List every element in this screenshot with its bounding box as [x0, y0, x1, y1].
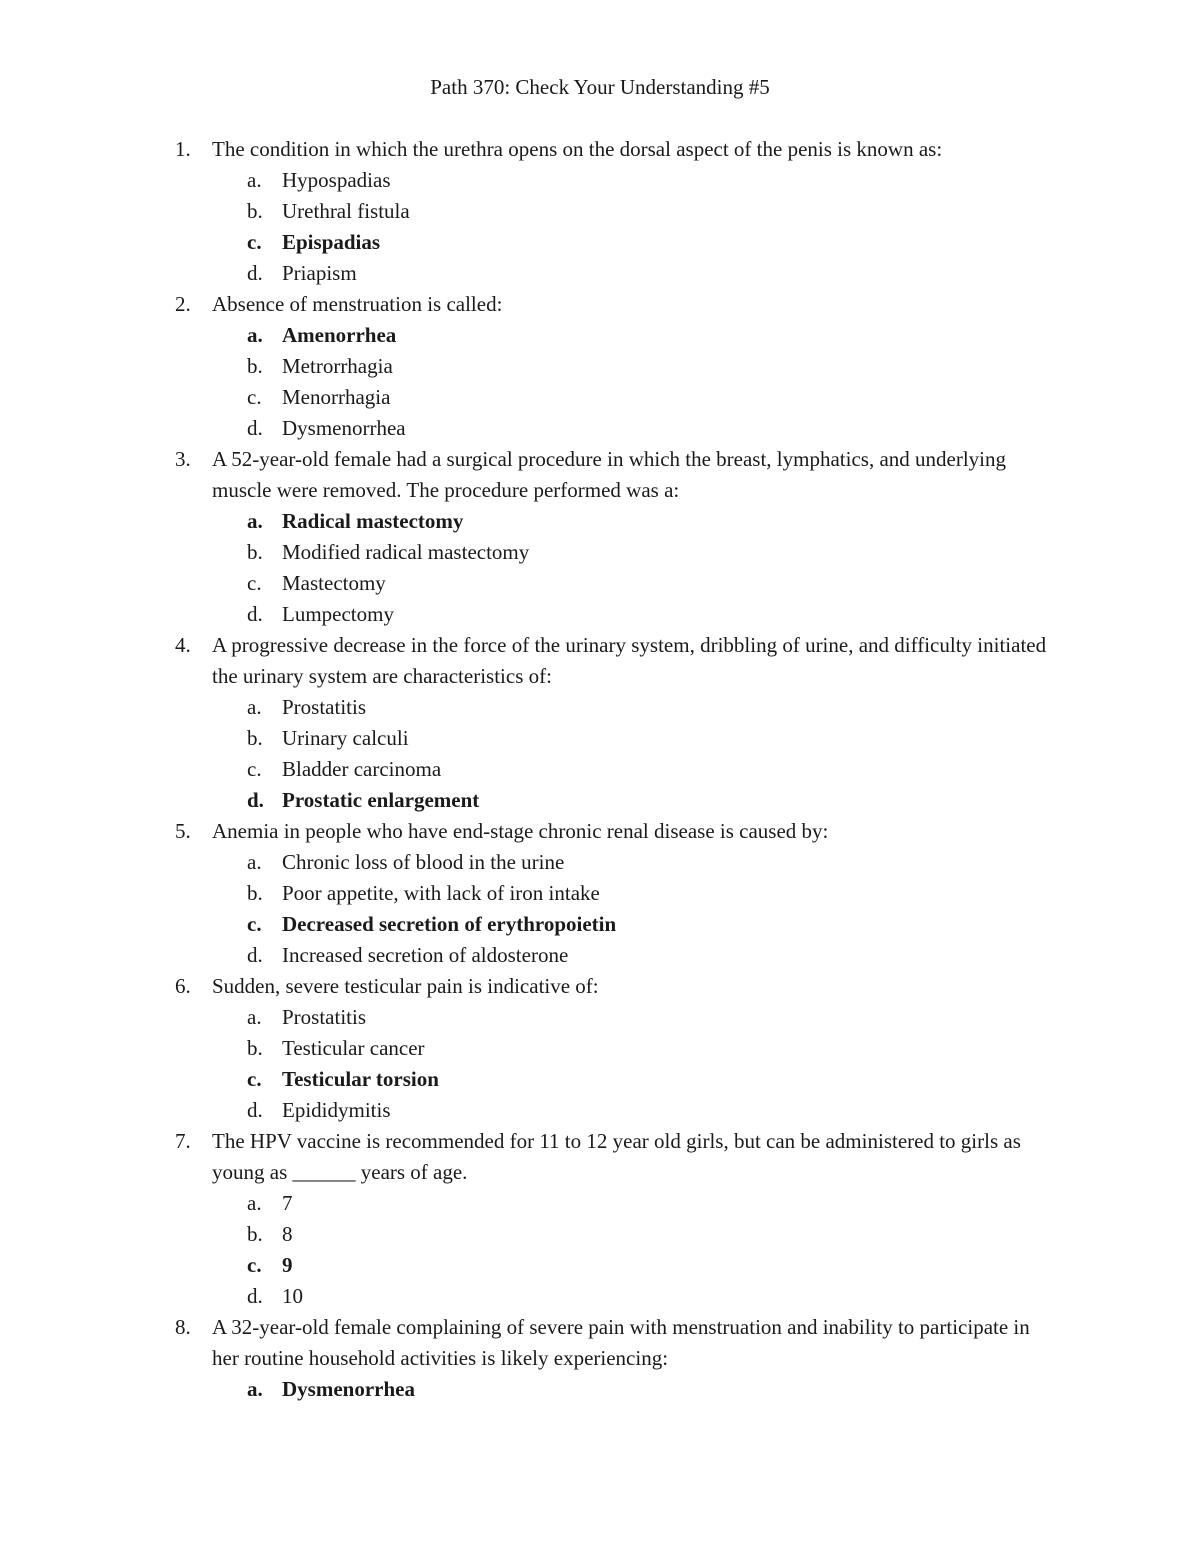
option-text: 8 [282, 1222, 293, 1246]
option-letter: a. [247, 1191, 262, 1215]
answer-option [0, 940, 1200, 971]
question-stem: The HPV vaccine is recommended for 11 to 12 year old girls, but can be administered to girls as young as ______ years of age. [212, 1129, 1021, 1184]
option-letter: c. [247, 385, 262, 409]
option-text: Chronic loss of blood in the urine [282, 850, 565, 874]
option-text: Hypospadias [282, 168, 391, 192]
option-letter: b. [247, 726, 263, 750]
option-text: Radical mastectomy [282, 509, 464, 533]
question-stem: A 52-year-old female had a surgical procedure in which the breast, lymphatics, and underlying muscle were removed. The procedure performed was a: [212, 447, 1007, 502]
option-text: 10 [282, 1284, 303, 1308]
answer-option [0, 1281, 1200, 1312]
option-text: Lumpectomy [282, 602, 394, 626]
answer-option [0, 692, 1200, 723]
option-letter: d. [247, 261, 263, 285]
option-letter: b. [247, 540, 263, 564]
question-number: 5. [175, 819, 191, 843]
answer-option [0, 413, 1200, 444]
question-stem: A progressive decrease in the force of the urinary system, dribbling of urine, and difficulty initiated the urinary system are characteristics of: [212, 633, 1047, 688]
option-text: Urethral fistula [282, 199, 410, 223]
option-letter: c. [247, 757, 262, 781]
question-stem: A 32-year-old female complaining of severe pain with menstruation and inability to participate in her routine household activities is likely experiencing: [212, 1315, 1030, 1370]
answer-option [0, 165, 1200, 196]
option-letter: c. [247, 571, 262, 595]
question-text [0, 630, 1200, 692]
option-letter: d. [247, 416, 263, 440]
option-text: Mastectomy [282, 571, 386, 595]
question-1 [0, 134, 1200, 289]
question-text [0, 1312, 1200, 1374]
question-7 [0, 1126, 1200, 1312]
answer-option [0, 1188, 1200, 1219]
option-letter: a. [247, 695, 262, 719]
question-2 [0, 289, 1200, 444]
answer-option [0, 754, 1200, 785]
answer-option [0, 1033, 1200, 1064]
option-letter: d. [247, 1098, 263, 1122]
question-6 [0, 971, 1200, 1126]
question-text [0, 289, 1200, 320]
option-letter: b. [247, 881, 263, 905]
question-number: 1. [175, 137, 191, 161]
question-text [0, 134, 1200, 165]
option-text: Priapism [282, 261, 357, 285]
option-letter: b. [247, 199, 263, 223]
correct-answer-option [0, 785, 1200, 816]
question-3 [0, 444, 1200, 630]
answer-option [0, 847, 1200, 878]
question-number: 7. [175, 1129, 191, 1153]
answer-option [0, 878, 1200, 909]
answer-option [0, 537, 1200, 568]
option-text: Amenorrhea [282, 323, 397, 347]
option-text: Bladder carcinoma [282, 757, 442, 781]
question-number: 3. [175, 447, 191, 471]
correct-answer-option [0, 1064, 1200, 1095]
question-list [0, 134, 1200, 1405]
document-title: Path 370: Check Your Understanding #5 [430, 75, 770, 99]
question-8 [0, 1312, 1200, 1405]
question-number: 8. [175, 1315, 191, 1339]
option-text: Menorrhagia [282, 385, 391, 409]
option-text: Decreased secretion of erythropoietin [282, 912, 617, 936]
option-letter: d. [247, 1284, 263, 1308]
question-number: 4. [175, 633, 191, 657]
option-text: Prostatic enlargement [282, 788, 480, 812]
correct-answer-option [0, 320, 1200, 351]
question-stem: The condition in which the urethra opens on the dorsal aspect of the penis is known as: [212, 137, 943, 161]
answer-option [0, 258, 1200, 289]
question-text [0, 1126, 1200, 1188]
correct-answer-option [0, 1374, 1200, 1405]
question-number: 2. [175, 292, 191, 316]
option-letter: d. [247, 788, 264, 812]
answer-option [0, 599, 1200, 630]
option-letter: a. [247, 1377, 263, 1401]
question-text [0, 816, 1200, 847]
option-letter: a. [247, 509, 263, 533]
option-letter: d. [247, 602, 263, 626]
question-number: 6. [175, 974, 191, 998]
option-text: Dysmenorrhea [282, 1377, 415, 1401]
option-letter: c. [247, 1067, 262, 1091]
option-text: Urinary calculi [282, 726, 409, 750]
option-letter: a. [247, 1005, 262, 1029]
answer-option [0, 1002, 1200, 1033]
answer-option [0, 1219, 1200, 1250]
option-text: 9 [282, 1253, 293, 1277]
answer-option [0, 1095, 1200, 1126]
option-text: Increased secretion of aldosterone [282, 943, 569, 967]
option-text: Testicular torsion [282, 1067, 439, 1091]
option-text: Metrorrhagia [282, 354, 393, 378]
option-text: Prostatitis [282, 695, 367, 719]
correct-answer-option [0, 909, 1200, 940]
question-4 [0, 630, 1200, 816]
option-letter: c. [247, 912, 262, 936]
question-stem: Absence of menstruation is called: [212, 292, 503, 316]
option-text: Modified radical mastectomy [282, 540, 530, 564]
option-text: Poor appetite, with lack of iron intake [282, 881, 600, 905]
question-stem: Anemia in people who have end-stage chronic renal disease is caused by: [212, 819, 829, 843]
question-text [0, 444, 1200, 506]
question-text [0, 971, 1200, 1002]
option-text: Dysmenorrhea [282, 416, 406, 440]
option-letter: a. [247, 850, 262, 874]
option-letter: b. [247, 1036, 263, 1060]
option-text: Epispadias [282, 230, 381, 254]
answer-option [0, 723, 1200, 754]
option-letter: b. [247, 1222, 263, 1246]
correct-answer-option [0, 506, 1200, 537]
answer-option [0, 382, 1200, 413]
correct-answer-option [0, 227, 1200, 258]
option-text: Epididymitis [282, 1098, 391, 1122]
option-text: Testicular cancer [282, 1036, 425, 1060]
option-letter: a. [247, 323, 263, 347]
correct-answer-option [0, 1250, 1200, 1281]
question-5 [0, 816, 1200, 971]
option-text: 7 [282, 1191, 293, 1215]
option-letter: d. [247, 943, 263, 967]
answer-option [0, 196, 1200, 227]
answer-option [0, 568, 1200, 599]
question-stem: Sudden, severe testicular pain is indicative of: [212, 974, 599, 998]
option-letter: b. [247, 354, 263, 378]
option-letter: a. [247, 168, 262, 192]
answer-option [0, 351, 1200, 382]
option-letter: c. [247, 230, 262, 254]
option-letter: c. [247, 1253, 262, 1277]
option-text: Prostatitis [282, 1005, 367, 1029]
